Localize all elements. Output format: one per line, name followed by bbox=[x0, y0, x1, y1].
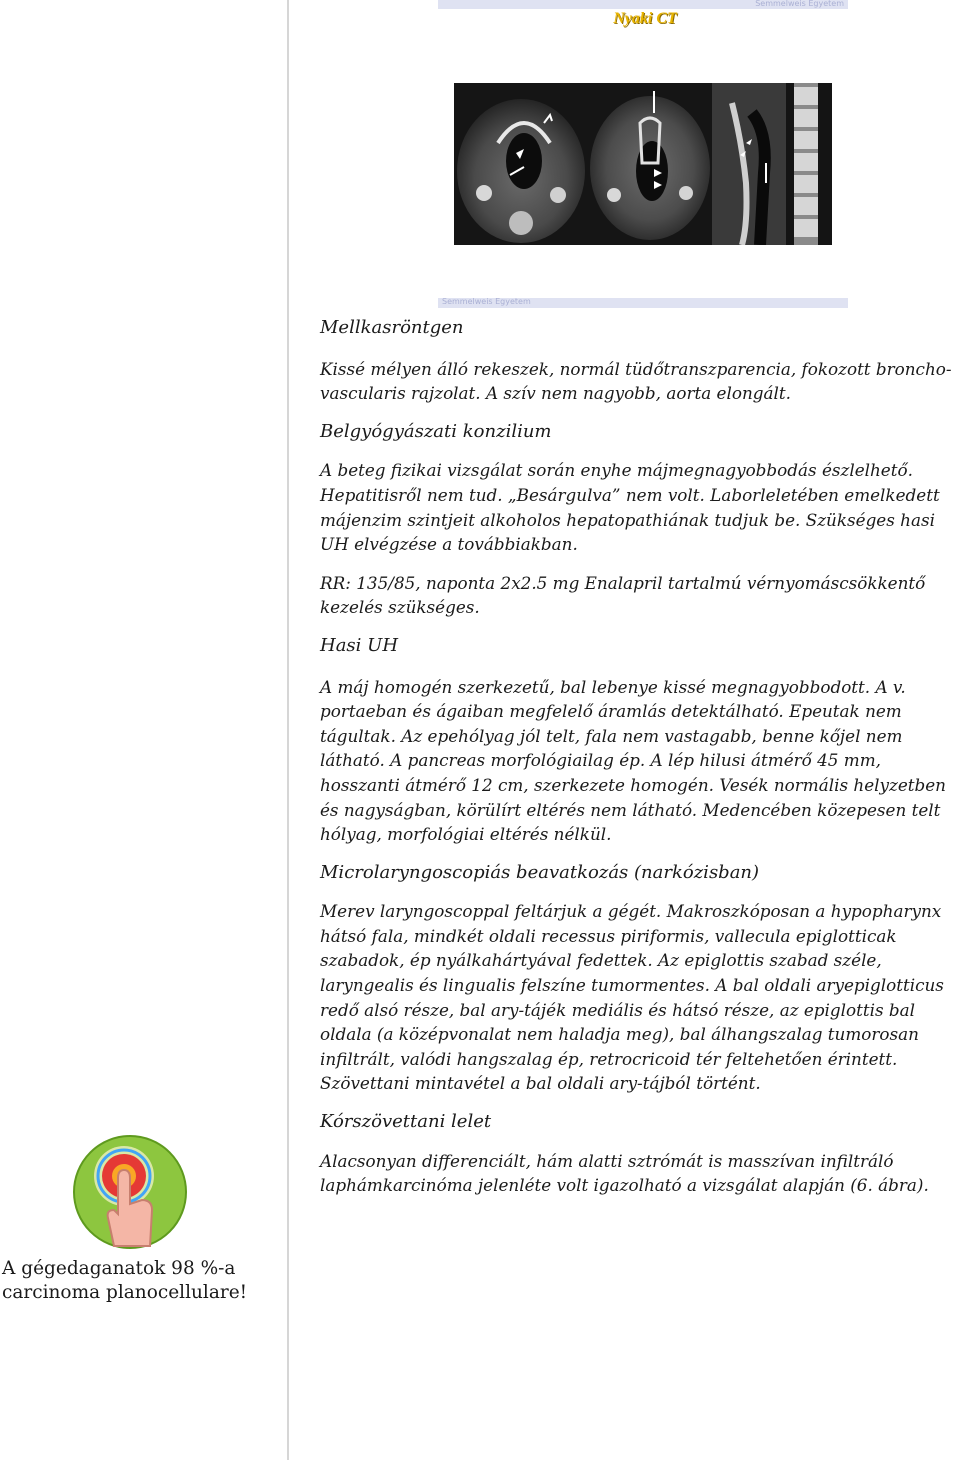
section-heading-microlaryngoscopy: Microlaryngoscopiás beavatkozás (narkózisban) bbox=[320, 861, 760, 883]
ct-image-strip bbox=[454, 83, 832, 245]
ct-sagittal-image bbox=[712, 83, 832, 245]
section-paragraph: Merev laryngoscoppal feltárjuk a gégét. Makroszkóposan a hypopharynx hátsó fala, mindkét oldali recessus piriformis, vallecula epiglotticak szabadok, ép nyálkahártyával fedettek. Az epiglottis szabad széle, laryngealis és lingualis felszíne tumormentes. A bal oldali aryepiglotticus redő alsó része, bal ary-tájék mediális és hátsó része, az epiglottis bal oldala (a középvonalat nem haladja meg), bal álhangszalag tumorosan infiltrált, valódi hangszalag ép, retrocricoid tér feltehetően érintett. Szövettani mintavétel a bal oldali ary-tájból történt. bbox=[320, 901, 944, 1094]
sidebar-caption: A gégedaganatok 98 %-a carcinoma planocellulare! bbox=[2, 1258, 248, 1303]
touch-target-icon bbox=[72, 1134, 188, 1250]
ct-title: Nyaki CT bbox=[613, 10, 677, 27]
ct-axial-image-1 bbox=[454, 83, 588, 245]
watermark-bottom: Semmelweis Egyetem bbox=[442, 297, 531, 306]
case-report bbox=[320, 310, 960, 1198]
section-paragraph: A beteg fizikai vizsgálat során enyhe májmegnagyobbodás észlelhető. Hepatitisről nem tud. „Besárgulva” nem volt. Laborleletében emelkedett májenzim szintjeit alkoholos hepatopathiának tudjuk be. Szükséges hasi UH elvégzése a továbbiakban. bbox=[320, 460, 940, 555]
watermark-top: Semmelweis Egyetem bbox=[755, 0, 844, 8]
section-paragraph: Alacsonyan differenciált, hám alatti sztrómát is masszívan infiltráló laphámkarcinóma jelenléte volt igazolható a vizsgálat alapján (6. ábra). bbox=[320, 1150, 929, 1196]
section-heading-abdominal-us: Hasi UH bbox=[320, 634, 399, 656]
section-heading-internal-consult: Belgyógyászati konzilium bbox=[320, 420, 552, 442]
section-paragraph: A máj homogén szerkezetű, bal lebenye kissé megnagyobbodott. A v. portaeban és ágaiban megfelelő áramlás detektálható. Epeutak nem tágultak. Az epehólyag jól telt, fala nem vastagabb, benne kőjel nem látható. A pancreas morfológiailag ép. A lép hilusi átmérő 45 mm, hosszanti átmérő 12 cm, szerkezete homogén. Vesék normális helyzetben és nagyságban, körülírt eltérés nem látható. Medencében közepesen telt hólyag, morfológiai eltérés nélkül. bbox=[320, 676, 946, 845]
section-paragraph: RR: 135/85, naponta 2x2.5 mg Enalapril tartalmú vérnyomáscsökkentő kezelés szükséges. bbox=[320, 572, 926, 618]
section-paragraph: Kissé mélyen álló rekeszek, normál tüdőtranszparencia, fokozott broncho-vascularis rajzolat. A szív nem nagyobb, aorta elongált. bbox=[320, 358, 952, 404]
ct-footer-bar bbox=[438, 298, 848, 308]
section-heading-chest-xray: Mellkasröntgen bbox=[320, 317, 464, 338]
ct-axial-image-2 bbox=[588, 83, 712, 245]
ct-header-bar bbox=[438, 0, 848, 9]
section-heading-histology: Kórszövettani lelet bbox=[320, 1111, 492, 1133]
margin-rule bbox=[287, 0, 289, 1460]
